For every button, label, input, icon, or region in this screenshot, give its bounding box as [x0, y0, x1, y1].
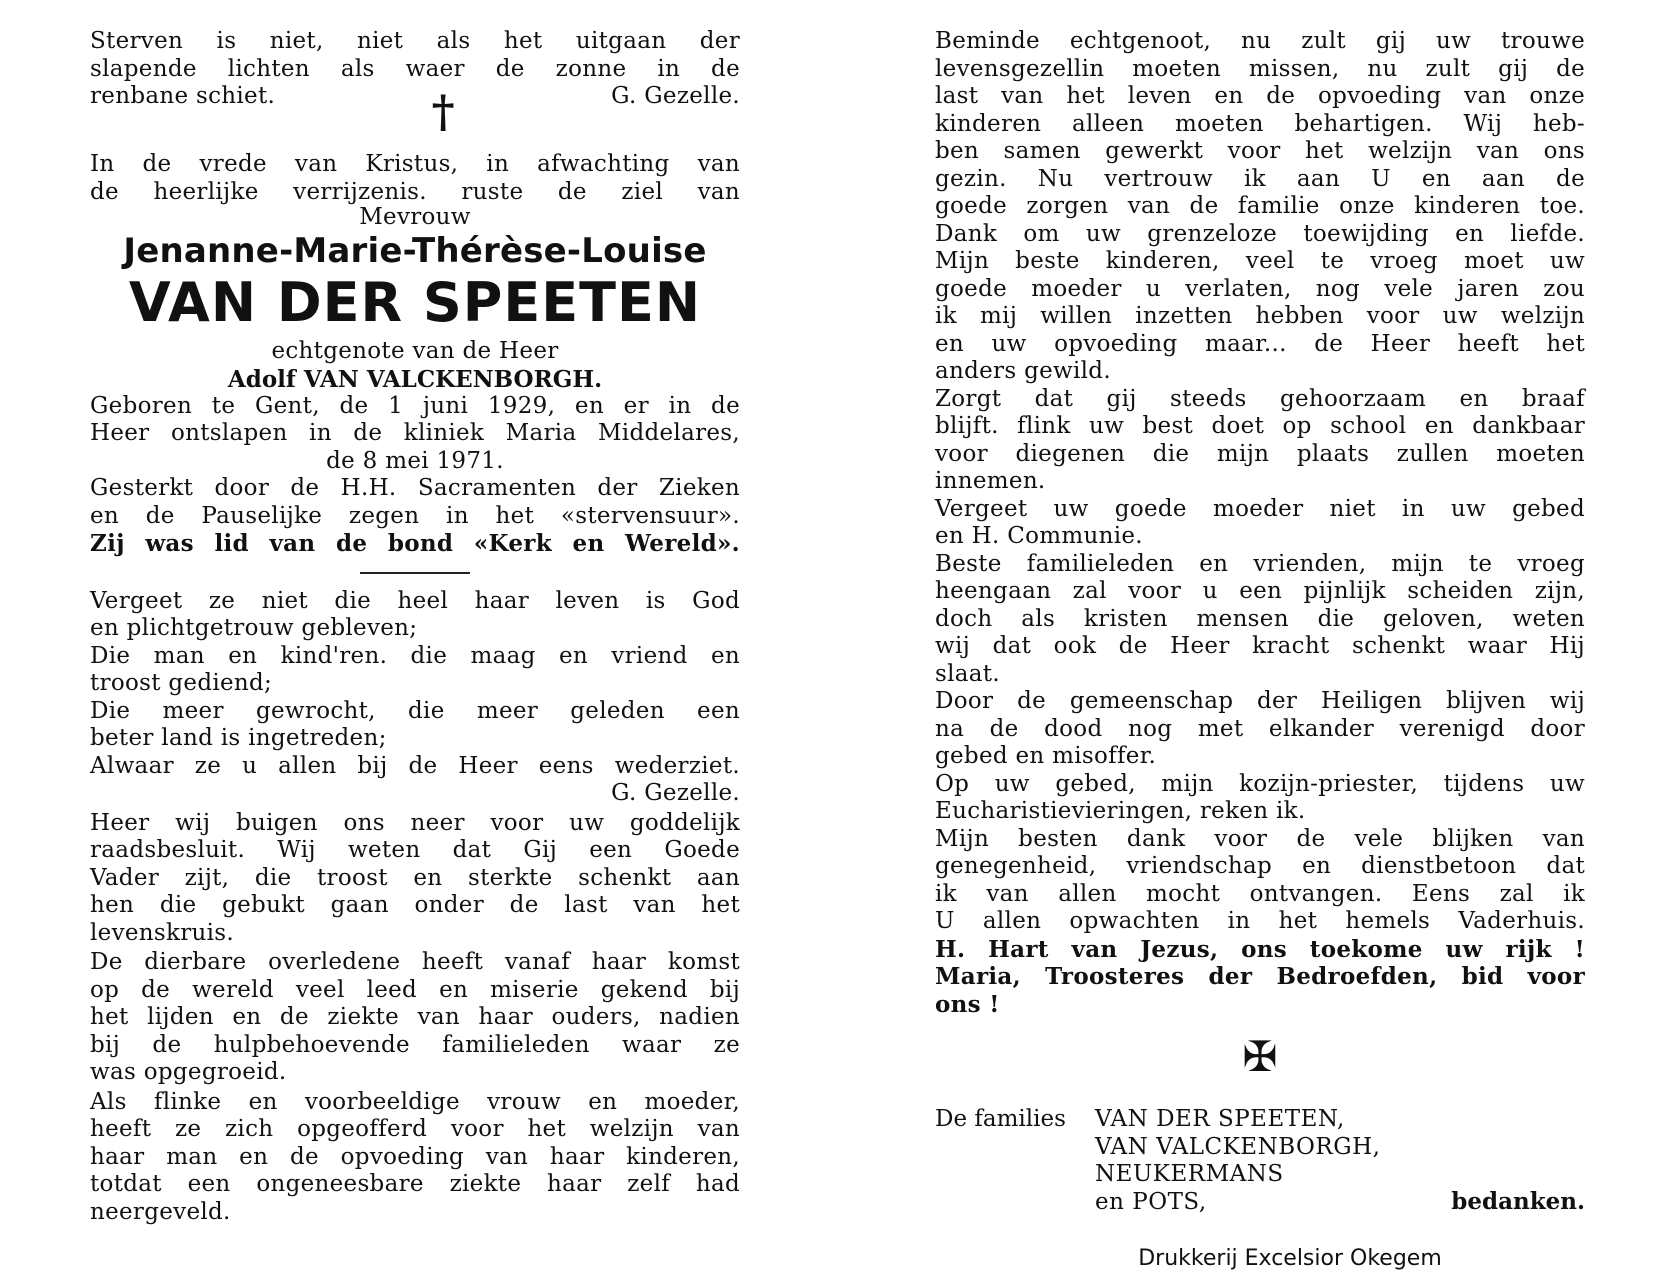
families-list [1095, 1106, 1380, 1216]
invocation-line: H. Hart van Jezus, ons toekome uw rijk ! [935, 935, 1585, 963]
family-entry: en POTS, [1095, 1188, 1207, 1215]
family-entry: NEUKERMANS [1095, 1161, 1284, 1187]
husband-line: last van het leven en de opvoeding van onze [935, 83, 1585, 109]
husband-line: ben samen gewerkt voor het welzijn van ons [935, 138, 1585, 164]
advice-line: innemen. [935, 468, 1046, 494]
poem [90, 588, 740, 808]
printer-credit: Drukkerij Excelsior Okegem [1138, 1246, 1442, 1271]
advice-message [935, 386, 1585, 496]
poem-author: G. Gezelle. [611, 780, 740, 806]
family-name: VAN DER SPEETEN [128, 271, 702, 334]
poem-line: Vergeet ze niet die heel haar leven is God [90, 587, 740, 614]
epigraph-line: Sterven is niet, niet als het uitgaan der [90, 28, 740, 54]
devotion-line: heeft ze zich opgeofferd voor het welzijn van [90, 1116, 740, 1142]
invocation-line: ons ! [935, 990, 1000, 1018]
devotion-line: neergeveld. [90, 1198, 231, 1225]
husband-line: Dank om uw grenzeloze toewijding en liefde. [935, 220, 1585, 247]
priest-message [935, 771, 1585, 826]
invocation [935, 936, 1585, 1019]
husband-line: gezin. Nu vertrouw ik aan U en aan de [935, 165, 1585, 192]
husband-line: kinderen alleen moeten behartigen. Wij heb- [935, 110, 1585, 137]
relatives-line: slaat. [935, 660, 1000, 687]
devotion-line: totdat een ongeneesbare ziekte haar zelf had [90, 1171, 740, 1197]
prayer-line: levenskruis. [90, 919, 235, 946]
husband-line: goede zorgen van de familie onze kinderen toe. [935, 193, 1585, 219]
poem-line: Die man en kind'ren. die maag en vriend en [90, 642, 740, 669]
spouse-name: Adolf VAN VALCKENBORGH. [227, 365, 603, 393]
relatives-line: Beste familieleden en vrienden, mijn te vroeg [935, 550, 1585, 577]
suffering-line: op de wereld veel leed en miserie gekend bij [90, 976, 740, 1003]
birth-info [90, 393, 740, 476]
advice-line: blijft. flink uw best doet op school en dankbaar [935, 413, 1585, 439]
sacraments [90, 475, 740, 558]
spouse-intro: echtgenote van de Heer [271, 338, 559, 364]
thanks-line: U allen opwachten in het hemels Vaderhuis. [935, 908, 1585, 934]
thanks-message [935, 826, 1585, 936]
families-label: De families [935, 1106, 1066, 1132]
suffering-line: bij de hulpbehoevende familieleden waar ze [90, 1031, 740, 1058]
thanks-line: ik van allen mocht ontvangen. Eens zal ik [935, 880, 1585, 907]
poem-line: Alwaar ze u allen bij de Heer eens wederziet. [90, 752, 740, 779]
husband-message [935, 28, 1585, 248]
priest-line: Eucharistievieringen, reken ik. [935, 798, 1306, 824]
invocation-line: Maria, Troosteres der Bedroefden, bid voor [935, 963, 1585, 990]
sacraments-line: en de Pauselijke zegen in het «stervensuur». [90, 502, 740, 529]
epigraph [90, 28, 740, 109]
families-block [935, 1106, 1585, 1226]
sacraments-line: Gesterkt door de H.H. Sacramenten der Zieken [90, 475, 740, 501]
children-message [935, 248, 1585, 386]
membership: Zij was lid van de bond «Kerk en Wereld». [90, 530, 740, 557]
children-line: goede moeder u verlaten, nog vele jaren zou [935, 275, 1585, 302]
epigraph-end: renbane schiet. [90, 83, 276, 109]
prayer [90, 810, 740, 948]
left-panel [90, 28, 740, 1226]
thanks-line: genegenheid, vriendschap en dienstbetoon dat [935, 853, 1585, 879]
family-entry: VAN DER SPEETEN, [1095, 1106, 1345, 1132]
intro-line: In de vrede van Kristus, in afwachting van [90, 151, 740, 177]
remember-message [935, 496, 1585, 551]
relatives-line: doch als kristen mensen die geloven, weten [935, 605, 1585, 632]
children-line: ik mij willen inzetten hebben voor uw welzijn [935, 303, 1585, 329]
communion-line: Door de gemeenschap der Heiligen blijven wij [935, 688, 1585, 714]
right-panel [935, 28, 1585, 1274]
birth-line: Geboren te Gent, de 1 juni 1929, en er in de [90, 392, 740, 419]
husband-line: levensgezellin moeten missen, nu zult gij de [935, 55, 1585, 82]
suffering-line: was opgegroeid. [90, 1059, 287, 1085]
devotion-line: haar man en de opvoeding van haar kinderen, [90, 1143, 740, 1170]
epigraph-line: slapende lichten als waer de zonne in de [90, 55, 740, 82]
relatives-line: wij dat ook de Heer kracht schenkt waar Hij [935, 633, 1585, 659]
devotion-line: Als flinke en voorbeeldige vrouw en moeder, [90, 1088, 740, 1115]
poem-line: en plichtgetrouw gebleven; [90, 615, 418, 641]
title-mevrouw: Mevrouw [359, 204, 471, 230]
husband-line: Beminde echtgenoot, nu zult gij uw trouwe [935, 28, 1585, 54]
cross-icon: † [431, 87, 455, 138]
birth-line: Heer ontslapen in de kliniek Maria Middelares, [90, 420, 740, 446]
communion-message [935, 688, 1585, 771]
thanks-line: Mijn besten dank voor de vele blijken van [935, 825, 1585, 852]
prayer-line: raadsbesluit. Wij weten dat Gij een Goede [90, 837, 740, 863]
remember-line: en H. Communie. [935, 523, 1143, 549]
prayer-line: Vader zijt, die troost en sterkte schenkt aan [90, 864, 740, 891]
relatives-message [935, 551, 1585, 689]
advice-line: voor diegenen die mijn plaats zullen moeten [935, 440, 1585, 467]
suffering-line: De dierbare overledene heeft vanaf haar komst [90, 949, 740, 975]
children-line: anders gewild. [935, 358, 1111, 384]
maltese-cross-icon: ✠ [1242, 1032, 1278, 1081]
relatives-line: heengaan zal voor u een pijnlijk scheiden zijn, [935, 578, 1585, 604]
intro [90, 151, 740, 228]
children-line: en uw opvoeding maar... de Heer heeft het [935, 330, 1585, 357]
poem-line: beter land is ingetreden; [90, 725, 387, 751]
intro-line: de heerlijke verrijzenis. ruste de ziel van [90, 178, 740, 205]
prayer-line: Heer wij buigen ons neer voor uw goddelijk [90, 809, 740, 836]
communion-line: na de dood nog met elkander verenigd door [935, 715, 1585, 742]
devotion [90, 1089, 740, 1227]
families-thanks: bedanken. [1451, 1188, 1585, 1215]
epigraph-author: G. Gezelle. [611, 83, 740, 109]
suffering [90, 949, 740, 1087]
given-names: Jenanne-Marie-Thérèse-Louise [123, 231, 707, 271]
children-line: Mijn beste kinderen, veel te vroeg moet uw [935, 248, 1585, 274]
poem-line: Die meer gewrocht, die meer geleden een [90, 697, 740, 724]
divider [360, 572, 470, 574]
remember-line: Vergeet uw goede moeder niet in uw gebed [935, 495, 1585, 522]
advice-line: Zorgt dat gij steeds gehoorzaam en braaf [935, 385, 1585, 412]
prayer-line: hen die gebukt gaan onder de last van het [90, 892, 740, 918]
suffering-line: het lijden en de ziekte van haar ouders, nadien [90, 1004, 740, 1030]
communion-line: gebed en misoffer. [935, 743, 1157, 769]
poem-line: troost gediend; [90, 670, 273, 696]
family-entry: VAN VALCKENBORGH, [1095, 1133, 1381, 1160]
death-date: de 8 mei 1971. [326, 447, 504, 474]
priest-line: Op uw gebed, mijn kozijn-priester, tijdens uw [935, 770, 1585, 797]
